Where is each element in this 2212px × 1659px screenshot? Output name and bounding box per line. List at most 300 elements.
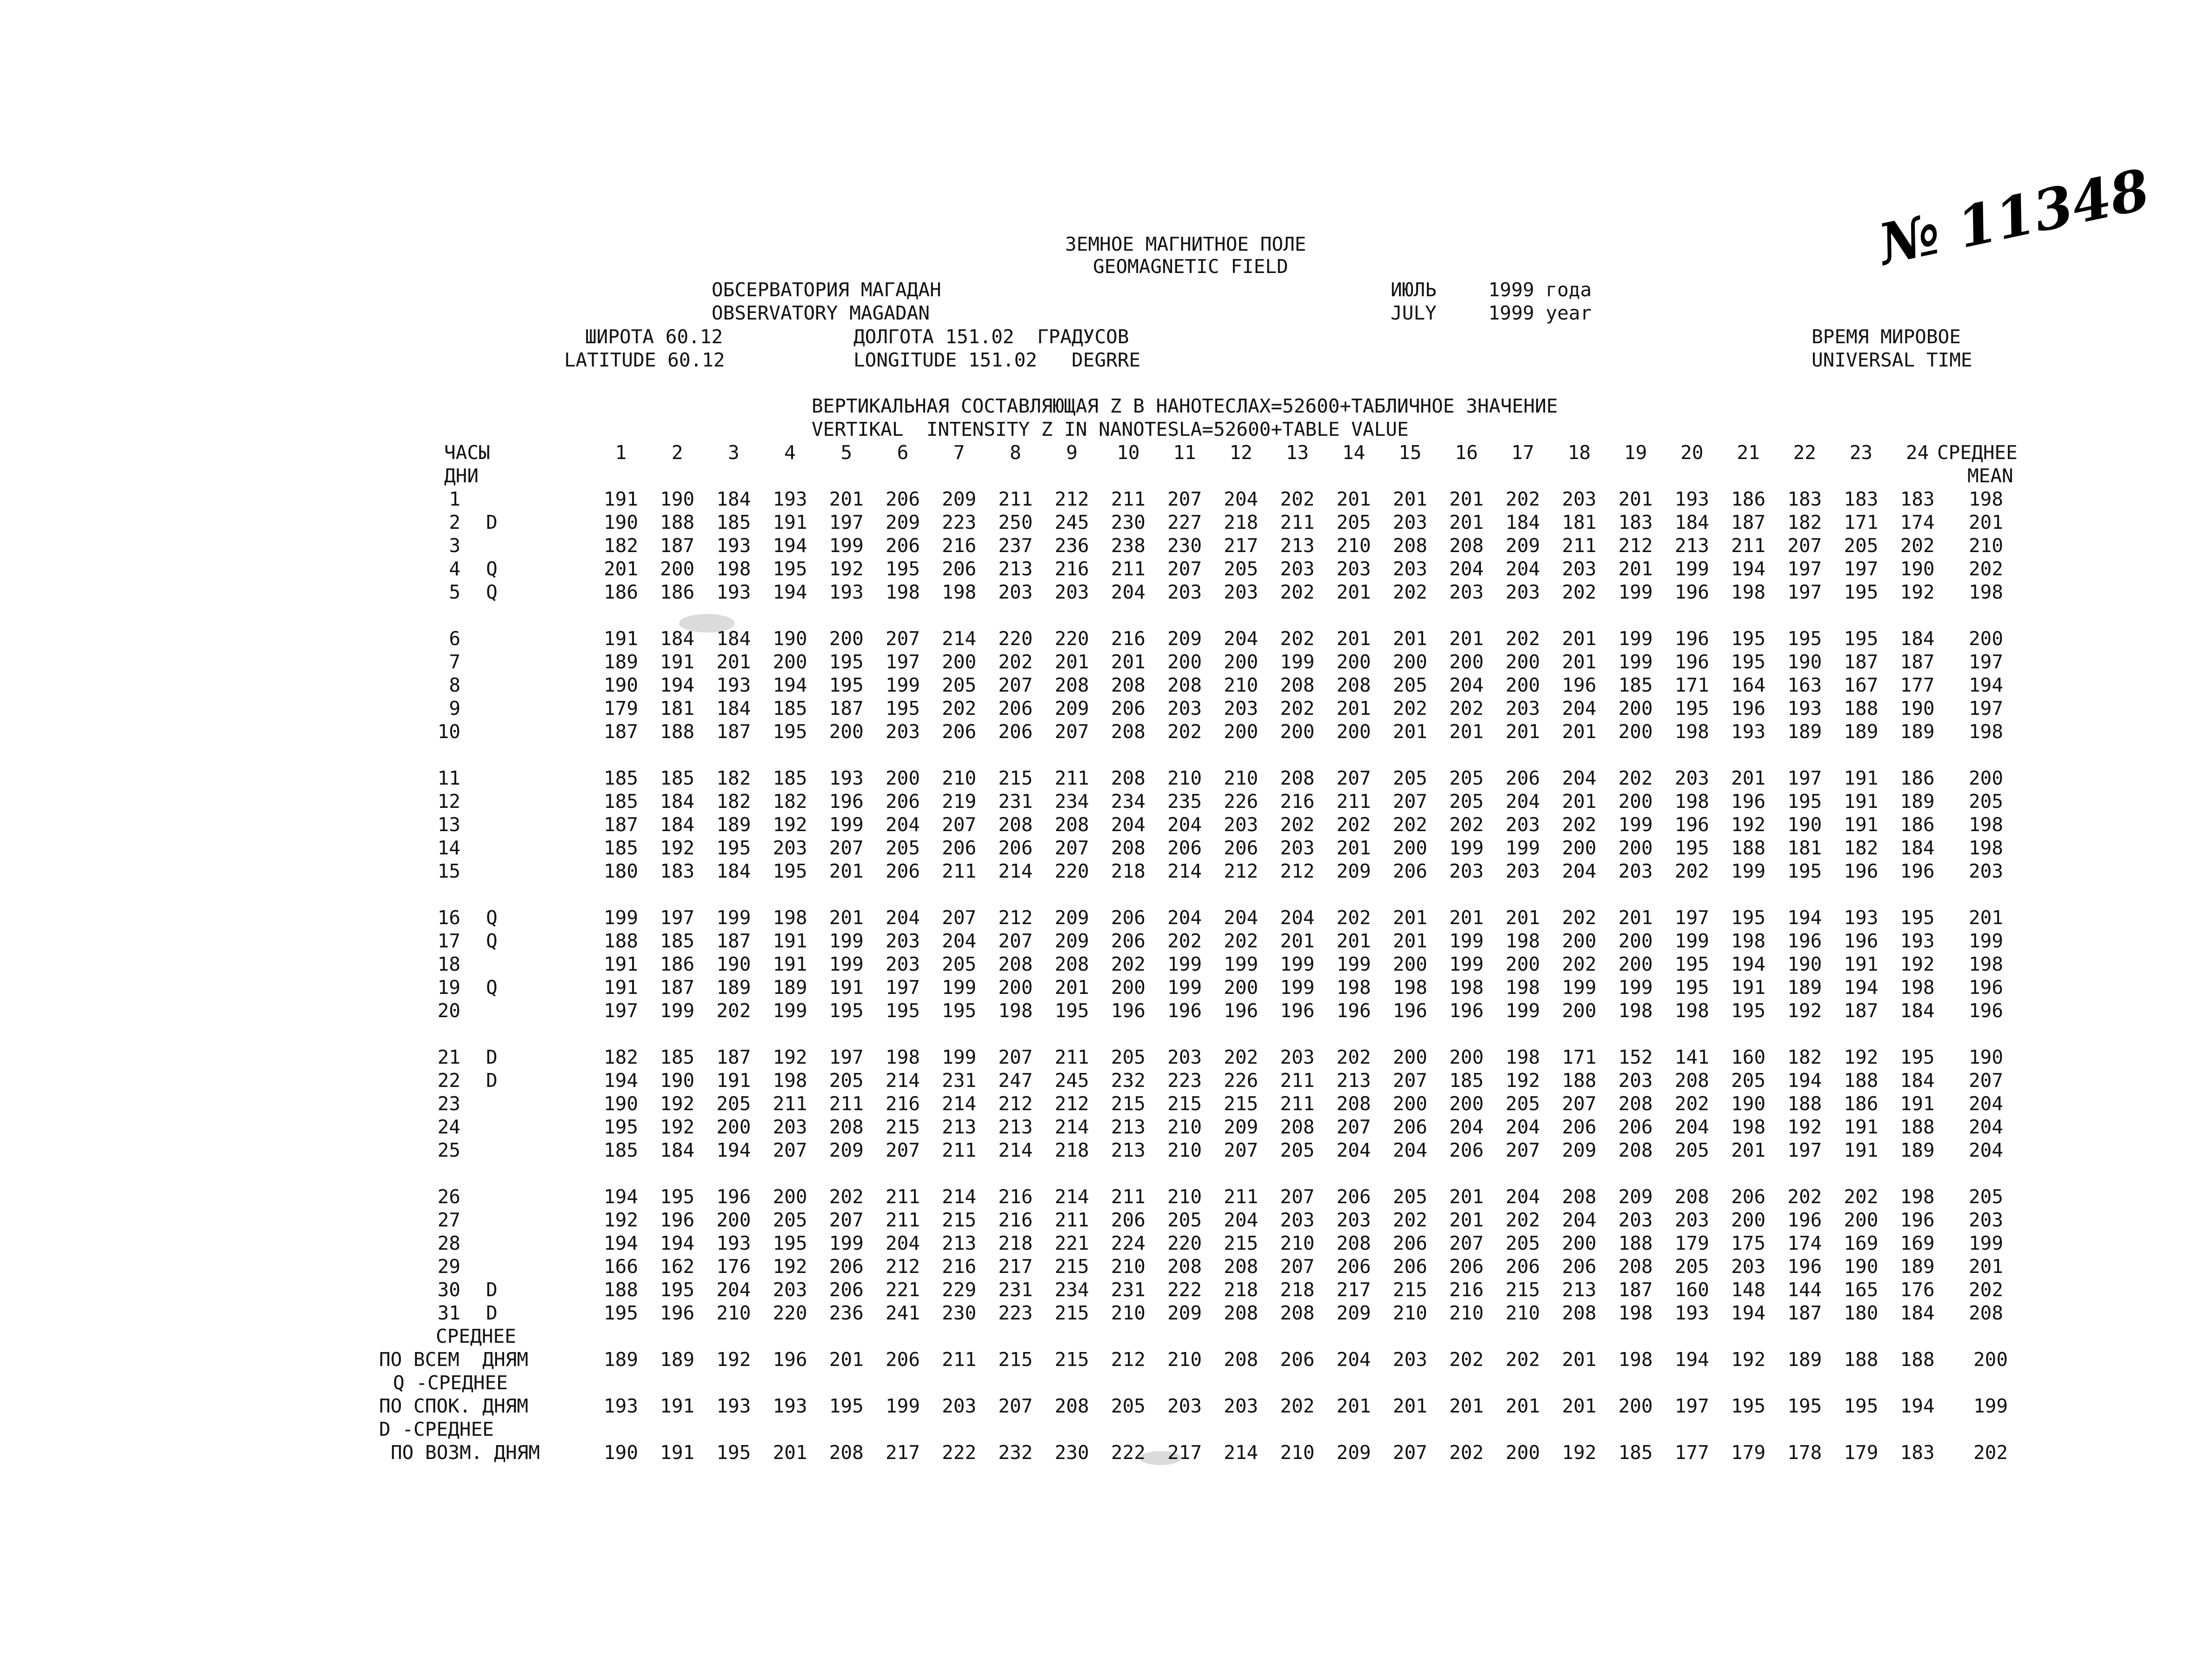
hourly-value-cell: 185 xyxy=(603,1139,639,1161)
hourly-value-cell: 213 xyxy=(942,1232,977,1254)
hourly-value-cell: 200 xyxy=(829,627,864,650)
day-number: 11 xyxy=(437,767,460,789)
hourly-value-cell: 189 xyxy=(603,651,639,673)
hourly-value-cell: 202 xyxy=(1562,581,1597,603)
hourly-value-cell: 180 xyxy=(603,860,639,882)
hour-header-cell: 1 xyxy=(615,441,627,464)
hourly-value-cell: 195 xyxy=(1674,837,1709,859)
hourly-value-cell: 202 xyxy=(1280,581,1315,603)
hourly-value-cell: 186 xyxy=(1900,767,1935,789)
hourly-value-cell: 190 xyxy=(1900,697,1935,720)
hourly-value-cell: 199 xyxy=(1224,953,1259,975)
hourly-value-cell: 184 xyxy=(716,860,751,882)
hourly-value-cell: 204 xyxy=(1674,1116,1709,1138)
hourly-value-cell: 205 xyxy=(1674,1139,1709,1161)
hourly-value-cell: 205 xyxy=(716,1093,751,1115)
summary-value-cell: 210 xyxy=(1167,1348,1202,1371)
hourly-value-cell: 192 xyxy=(773,1255,807,1278)
hourly-value-cell: 190 xyxy=(603,1093,639,1115)
hourly-value-cell: 206 xyxy=(998,837,1033,859)
summary-value-cell: 201 xyxy=(1449,1395,1484,1417)
hourly-value-cell: 201 xyxy=(1336,488,1371,510)
hourly-value-cell: 202 xyxy=(1674,860,1709,882)
hourly-value-cell: 184 xyxy=(716,488,751,510)
hourly-value-cell: 206 xyxy=(1562,1116,1597,1138)
hourly-value-cell: 202 xyxy=(716,999,751,1022)
summary-value-cell: 201 xyxy=(1562,1395,1597,1417)
summary-value-cell: 192 xyxy=(716,1348,751,1371)
hourly-value-cell: 203 xyxy=(885,720,920,743)
hourly-value-cell: 200 xyxy=(1618,953,1653,975)
hourly-value-cell: 196 xyxy=(1674,581,1709,603)
hourly-value-cell: 187 xyxy=(716,1046,751,1068)
day-number: 27 xyxy=(437,1209,460,1231)
hourly-value-cell: 203 xyxy=(1674,767,1709,789)
hourly-value-cell: 220 xyxy=(1167,1232,1202,1254)
hourly-value-cell: 202 xyxy=(1336,813,1371,836)
summary-label: ПО ВОЗМ. ДНЯМ xyxy=(391,1441,540,1464)
hourly-value-cell: 188 xyxy=(1787,1093,1822,1115)
hourly-value-cell: 202 xyxy=(1167,930,1202,952)
hourly-value-cell: 207 xyxy=(1562,1093,1597,1115)
summary-value-cell: 190 xyxy=(603,1441,639,1464)
hourly-value-cell: 167 xyxy=(1844,674,1879,696)
hourly-value-cell: 188 xyxy=(1731,837,1766,859)
hourly-value-cell: 222 xyxy=(1167,1279,1202,1301)
hourly-value-cell: 185 xyxy=(603,767,639,789)
hourly-value-cell: 236 xyxy=(829,1302,864,1324)
summary-value-cell: 194 xyxy=(1900,1395,1935,1417)
hourly-value-cell: 201 xyxy=(1449,720,1484,743)
hourly-value-cell: 184 xyxy=(1900,627,1935,650)
day-number: 24 xyxy=(437,1116,460,1138)
hourly-value-cell: 210 xyxy=(1224,674,1259,696)
hourly-value-cell: 201 xyxy=(1336,930,1371,952)
hourly-value-cell: 202 xyxy=(1280,697,1315,720)
daily-mean-cell: 207 xyxy=(1968,1069,2004,1092)
hourly-value-cell: 203 xyxy=(1449,581,1484,603)
summary-value-cell: 195 xyxy=(716,1441,751,1464)
hour-header-cell: 12 xyxy=(1229,441,1253,464)
day-number: 20 xyxy=(437,999,460,1022)
hourly-value-cell: 198 xyxy=(1674,790,1709,813)
hourly-value-cell: 185 xyxy=(660,767,695,789)
hourly-value-cell: 198 xyxy=(1449,976,1484,999)
summary-value-cell: 191 xyxy=(660,1395,695,1417)
hourly-value-cell: 205 xyxy=(1224,558,1259,580)
hourly-value-cell: 201 xyxy=(1392,720,1427,743)
hourly-value-cell: 184 xyxy=(660,627,695,650)
hourly-value-cell: 203 xyxy=(1506,860,1540,882)
summary-value-cell: 177 xyxy=(1674,1441,1709,1464)
hourly-value-cell: 202 xyxy=(1562,813,1597,836)
hourly-value-cell: 193 xyxy=(1731,720,1766,743)
hourly-value-cell: 196 xyxy=(1731,697,1766,720)
hourly-value-cell: 191 xyxy=(1844,953,1879,975)
hourly-value-cell: 200 xyxy=(1562,930,1597,952)
year-ru: 1999 года xyxy=(1488,279,1592,301)
hourly-value-cell: 186 xyxy=(1900,813,1935,836)
summary-value-cell: 202 xyxy=(1449,1348,1484,1371)
hourly-value-cell: 205 xyxy=(1392,674,1427,696)
hourly-value-cell: 208 xyxy=(1674,1186,1709,1208)
hourly-value-cell: 206 xyxy=(1111,906,1146,929)
hourly-value-cell: 210 xyxy=(1167,767,1202,789)
hourly-value-cell: 203 xyxy=(885,930,920,952)
hourly-value-cell: 210 xyxy=(1111,1255,1146,1278)
hourly-value-cell: 234 xyxy=(1054,790,1089,813)
hourly-value-cell: 194 xyxy=(660,674,695,696)
hourly-value-cell: 206 xyxy=(1731,1186,1766,1208)
hourly-value-cell: 190 xyxy=(1787,813,1822,836)
hourly-value-cell: 234 xyxy=(1111,790,1146,813)
hourly-value-cell: 195 xyxy=(942,999,977,1022)
hourly-value-cell: 208 xyxy=(829,1116,864,1138)
hourly-value-cell: 191 xyxy=(603,627,639,650)
hourly-value-cell: 209 xyxy=(1167,1302,1202,1324)
hourly-value-cell: 192 xyxy=(829,558,864,580)
hourly-value-cell: 215 xyxy=(1111,1093,1146,1115)
hourly-value-cell: 211 xyxy=(885,1186,920,1208)
hourly-value-cell: 232 xyxy=(1111,1069,1146,1092)
hourly-value-cell: 211 xyxy=(1054,1046,1089,1068)
hourly-value-cell: 162 xyxy=(660,1255,695,1278)
hourly-value-cell: 189 xyxy=(1900,720,1935,743)
hour-header-cell: 3 xyxy=(728,441,740,464)
hourly-value-cell: 185 xyxy=(603,790,639,813)
hourly-value-cell: 195 xyxy=(1787,627,1822,650)
hourly-value-cell: 219 xyxy=(942,790,977,813)
hourly-value-cell: 206 xyxy=(829,1255,864,1278)
hourly-value-cell: 195 xyxy=(829,674,864,696)
hourly-value-cell: 192 xyxy=(1900,953,1935,975)
hourly-value-cell: 191 xyxy=(1844,1139,1879,1161)
hourly-value-cell: 206 xyxy=(1224,837,1259,859)
hourly-value-cell: 215 xyxy=(998,767,1033,789)
hourly-value-cell: 208 xyxy=(1449,534,1484,557)
hourly-value-cell: 192 xyxy=(1731,813,1766,836)
hourly-value-cell: 201 xyxy=(1336,837,1371,859)
summary-value-cell: 178 xyxy=(1787,1441,1822,1464)
hourly-value-cell: 196 xyxy=(1787,1209,1822,1231)
hourly-value-cell: 230 xyxy=(942,1302,977,1324)
hourly-value-cell: 207 xyxy=(1449,1232,1484,1254)
hourly-value-cell: 195 xyxy=(1787,860,1822,882)
hourly-value-cell: 199 xyxy=(1731,860,1766,882)
hourly-value-cell: 204 xyxy=(1224,1209,1259,1231)
hourly-value-cell: 210 xyxy=(1167,1186,1202,1208)
daily-mean-cell: 205 xyxy=(1968,1186,2004,1208)
hourly-value-cell: 191 xyxy=(716,1069,751,1092)
hourly-value-cell: 200 xyxy=(1449,651,1484,673)
hourly-value-cell: 203 xyxy=(773,1279,807,1301)
hourly-value-cell: 197 xyxy=(885,976,920,999)
component-title-en: VERTIKAL INTENSITY Z IN NANOTESLA=52600+TABLE VALUE xyxy=(812,418,1409,440)
daily-mean-cell: 196 xyxy=(1968,999,2004,1022)
hours-label: ЧАСЫ xyxy=(444,441,490,464)
daily-mean-cell: 190 xyxy=(1968,1046,2004,1068)
hourly-value-cell: 209 xyxy=(1562,1139,1597,1161)
hourly-value-cell: 183 xyxy=(1844,488,1879,510)
summary-value-cell: 193 xyxy=(773,1395,807,1417)
hourly-value-cell: 202 xyxy=(1111,953,1146,975)
hourly-value-cell: 198 xyxy=(1618,999,1653,1022)
hourly-value-cell: 183 xyxy=(1787,488,1822,510)
hourly-value-cell: 235 xyxy=(1167,790,1202,813)
hourly-value-cell: 196 xyxy=(1674,627,1709,650)
hourly-value-cell: 207 xyxy=(1392,790,1427,813)
summary-mean-cell: 199 xyxy=(1973,1395,2008,1417)
observatory-ru: ОБСЕРВАТОРИЯ МАГАДАН xyxy=(712,279,941,301)
hourly-value-cell: 223 xyxy=(998,1302,1033,1324)
hourly-value-cell: 220 xyxy=(998,627,1033,650)
hourly-value-cell: 230 xyxy=(1167,534,1202,557)
hourly-value-cell: 204 xyxy=(1449,558,1484,580)
day-number: 18 xyxy=(437,953,460,975)
hourly-value-cell: 201 xyxy=(1392,906,1427,929)
day-number: 30 xyxy=(437,1279,460,1301)
hourly-value-cell: 208 xyxy=(1280,674,1315,696)
daily-mean-cell: 201 xyxy=(1968,906,2004,929)
day-number: 25 xyxy=(437,1139,460,1161)
hourly-value-cell: 199 xyxy=(1280,953,1315,975)
hourly-value-cell: 185 xyxy=(660,930,695,952)
hourly-value-cell: 216 xyxy=(1111,627,1146,650)
hourly-value-cell: 191 xyxy=(1844,813,1879,836)
summary-value-cell: 195 xyxy=(1787,1395,1822,1417)
hourly-value-cell: 198 xyxy=(1336,976,1371,999)
hourly-value-cell: 199 xyxy=(942,976,977,999)
hourly-value-cell: 196 xyxy=(660,1302,695,1324)
hourly-value-cell: 199 xyxy=(716,906,751,929)
hourly-value-cell: 198 xyxy=(1506,930,1540,952)
hourly-value-cell: 211 xyxy=(829,1093,864,1115)
hourly-value-cell: 203 xyxy=(998,581,1033,603)
hourly-value-cell: 195 xyxy=(660,1186,695,1208)
hourly-value-cell: 184 xyxy=(716,697,751,720)
summary-value-cell: 222 xyxy=(1111,1441,1146,1464)
hourly-value-cell: 202 xyxy=(1562,906,1597,929)
hourly-value-cell: 200 xyxy=(1280,720,1315,743)
summary-value-cell: 193 xyxy=(603,1395,639,1417)
hourly-value-cell: 194 xyxy=(1787,1069,1822,1092)
summary-value-cell: 200 xyxy=(1618,1395,1653,1417)
hourly-value-cell: 195 xyxy=(1731,627,1766,650)
hourly-value-cell: 200 xyxy=(1844,1209,1879,1231)
summary-value-cell: 212 xyxy=(1111,1348,1146,1371)
hourly-value-cell: 181 xyxy=(1787,837,1822,859)
hourly-value-cell: 210 xyxy=(1167,1116,1202,1138)
summary-value-cell: 200 xyxy=(1506,1441,1540,1464)
mean-label-en: MEAN xyxy=(1967,465,2013,487)
hourly-value-cell: 216 xyxy=(998,1209,1033,1231)
hourly-value-cell: 214 xyxy=(998,860,1033,882)
hourly-value-cell: 201 xyxy=(1449,488,1484,510)
hourly-value-cell: 205 xyxy=(1167,1209,1202,1231)
hour-header-cell: 5 xyxy=(840,441,853,464)
hourly-value-cell: 220 xyxy=(1054,627,1089,650)
hourly-value-cell: 189 xyxy=(1900,1139,1935,1161)
hourly-value-cell: 171 xyxy=(1844,511,1879,533)
hourly-value-cell: 204 xyxy=(1167,813,1202,836)
hourly-value-cell: 201 xyxy=(1562,651,1597,673)
hourly-value-cell: 201 xyxy=(1562,720,1597,743)
summary-value-cell: 201 xyxy=(1392,1395,1427,1417)
hourly-value-cell: 205 xyxy=(1731,1069,1766,1092)
hourly-value-cell: 216 xyxy=(942,1255,977,1278)
hourly-value-cell: 193 xyxy=(773,488,807,510)
hourly-value-cell: 199 xyxy=(1618,813,1653,836)
hourly-value-cell: 215 xyxy=(1054,1255,1089,1278)
summary-mean-cell: 202 xyxy=(1973,1441,2008,1464)
hourly-value-cell: 210 xyxy=(1167,1139,1202,1161)
summary-value-cell: 215 xyxy=(1054,1348,1089,1371)
hourly-value-cell: 200 xyxy=(1392,837,1427,859)
hourly-value-cell: 193 xyxy=(1844,906,1879,929)
hourly-value-cell: 187 xyxy=(1731,511,1766,533)
hourly-value-cell: 193 xyxy=(1674,488,1709,510)
hourly-value-cell: 180 xyxy=(1844,1302,1879,1324)
hourly-value-cell: 203 xyxy=(885,953,920,975)
hourly-value-cell: 205 xyxy=(1449,790,1484,813)
hourly-value-cell: 220 xyxy=(1054,860,1089,882)
title-en: GEOMAGNETIC FIELD xyxy=(1093,255,1288,278)
hourly-value-cell: 210 xyxy=(1336,534,1371,557)
summary-value-cell: 183 xyxy=(1900,1441,1935,1464)
hourly-value-cell: 196 xyxy=(1167,999,1202,1022)
hourly-value-cell: 196 xyxy=(1224,999,1259,1022)
summary-value-cell: 215 xyxy=(998,1348,1033,1371)
hourly-value-cell: 190 xyxy=(1731,1093,1766,1115)
summary-value-cell: 209 xyxy=(1336,1441,1371,1464)
hourly-value-cell: 245 xyxy=(1054,1069,1089,1092)
hourly-value-cell: 207 xyxy=(1167,488,1202,510)
hourly-value-cell: 199 xyxy=(773,999,807,1022)
hourly-value-cell: 216 xyxy=(1280,790,1315,813)
daily-mean-cell: 198 xyxy=(1968,837,2004,859)
hourly-value-cell: 201 xyxy=(603,558,639,580)
summary-value-cell: 199 xyxy=(885,1395,920,1417)
summary-prefix: D -СРЕДНЕЕ xyxy=(379,1418,494,1440)
hourly-value-cell: 206 xyxy=(1562,1255,1597,1278)
hourly-value-cell: 241 xyxy=(885,1302,920,1324)
hourly-value-cell: 190 xyxy=(1844,1255,1879,1278)
hourly-value-cell: 203 xyxy=(1618,860,1653,882)
hourly-value-cell: 199 xyxy=(1336,953,1371,975)
hourly-value-cell: 211 xyxy=(1336,790,1371,813)
hourly-value-cell: 236 xyxy=(1054,534,1089,557)
hourly-value-cell: 213 xyxy=(998,1116,1033,1138)
hourly-value-cell: 210 xyxy=(716,1302,751,1324)
hourly-value-cell: 231 xyxy=(1111,1279,1146,1301)
summary-value-cell: 211 xyxy=(942,1348,977,1371)
hourly-value-cell: 195 xyxy=(885,697,920,720)
hourly-value-cell: 163 xyxy=(1787,674,1822,696)
summary-value-cell: 208 xyxy=(829,1441,864,1464)
hourly-value-cell: 204 xyxy=(1562,697,1597,720)
hourly-value-cell: 202 xyxy=(1506,488,1540,510)
hourly-value-cell: 214 xyxy=(942,1186,977,1208)
summary-value-cell: 188 xyxy=(1844,1348,1879,1371)
hourly-value-cell: 203 xyxy=(1280,1046,1315,1068)
summary-value-cell: 217 xyxy=(885,1441,920,1464)
hourly-value-cell: 197 xyxy=(829,1046,864,1068)
hourly-value-cell: 198 xyxy=(885,581,920,603)
hourly-value-cell: 190 xyxy=(660,488,695,510)
daily-mean-cell: 202 xyxy=(1968,1279,2004,1301)
hourly-value-cell: 200 xyxy=(1731,1209,1766,1231)
hourly-value-cell: 187 xyxy=(603,720,639,743)
hourly-value-cell: 200 xyxy=(1392,953,1427,975)
hourly-value-cell: 206 xyxy=(1392,1116,1427,1138)
hourly-value-cell: 199 xyxy=(1449,837,1484,859)
hourly-value-cell: 206 xyxy=(942,720,977,743)
hourly-value-cell: 187 xyxy=(660,534,695,557)
day-number: 13 xyxy=(437,813,460,836)
hourly-value-cell: 211 xyxy=(1280,1093,1315,1115)
hourly-value-cell: 198 xyxy=(885,1046,920,1068)
hourly-value-cell: 183 xyxy=(660,860,695,882)
hourly-value-cell: 207 xyxy=(1224,1139,1259,1161)
hourly-value-cell: 191 xyxy=(773,953,807,975)
hourly-value-cell: 196 xyxy=(1562,674,1597,696)
hourly-value-cell: 196 xyxy=(1787,1255,1822,1278)
daily-mean-cell: 198 xyxy=(1968,720,2004,743)
hourly-value-cell: 208 xyxy=(1618,1093,1653,1115)
day-number: 7 xyxy=(449,651,460,673)
hourly-value-cell: 209 xyxy=(885,511,920,533)
hourly-value-cell: 206 xyxy=(1336,1255,1371,1278)
hourly-value-cell: 207 xyxy=(1336,767,1371,789)
hourly-value-cell: 200 xyxy=(1562,999,1597,1022)
hourly-value-cell: 195 xyxy=(716,837,751,859)
hourly-value-cell: 199 xyxy=(1449,930,1484,952)
day-number: 17 xyxy=(437,930,460,952)
hourly-value-cell: 189 xyxy=(716,813,751,836)
hourly-value-cell: 204 xyxy=(885,813,920,836)
hourly-value-cell: 191 xyxy=(1844,1116,1879,1138)
hourly-value-cell: 203 xyxy=(1618,1069,1653,1092)
hourly-value-cell: 216 xyxy=(885,1093,920,1115)
hourly-value-cell: 209 xyxy=(1167,627,1202,650)
hourly-value-cell: 207 xyxy=(829,1209,864,1231)
hourly-value-cell: 176 xyxy=(1900,1279,1935,1301)
hourly-value-cell: 195 xyxy=(773,860,807,882)
day-number: 10 xyxy=(437,720,460,743)
hourly-value-cell: 203 xyxy=(773,837,807,859)
summary-value-cell: 191 xyxy=(660,1441,695,1464)
hourly-value-cell: 206 xyxy=(1392,1255,1427,1278)
hourly-value-cell: 169 xyxy=(1900,1232,1935,1254)
day-number: 8 xyxy=(449,674,460,696)
hourly-value-cell: 201 xyxy=(1449,906,1484,929)
hourly-value-cell: 206 xyxy=(1111,930,1146,952)
hour-header-cell: 15 xyxy=(1399,441,1422,464)
hourly-value-cell: 196 xyxy=(1674,651,1709,673)
hourly-value-cell: 186 xyxy=(603,581,639,603)
hourly-value-cell: 200 xyxy=(1392,1046,1427,1068)
hourly-value-cell: 192 xyxy=(773,1046,807,1068)
hourly-value-cell: 198 xyxy=(942,581,977,603)
hourly-value-cell: 208 xyxy=(1618,1139,1653,1161)
hourly-value-cell: 199 xyxy=(829,534,864,557)
hourly-value-cell: 203 xyxy=(1224,581,1259,603)
hourly-value-cell: 216 xyxy=(942,534,977,557)
hourly-value-cell: 205 xyxy=(1336,511,1371,533)
summary-value-cell: 189 xyxy=(603,1348,639,1371)
hourly-value-cell: 195 xyxy=(1054,999,1089,1022)
hourly-value-cell: 164 xyxy=(1731,674,1766,696)
